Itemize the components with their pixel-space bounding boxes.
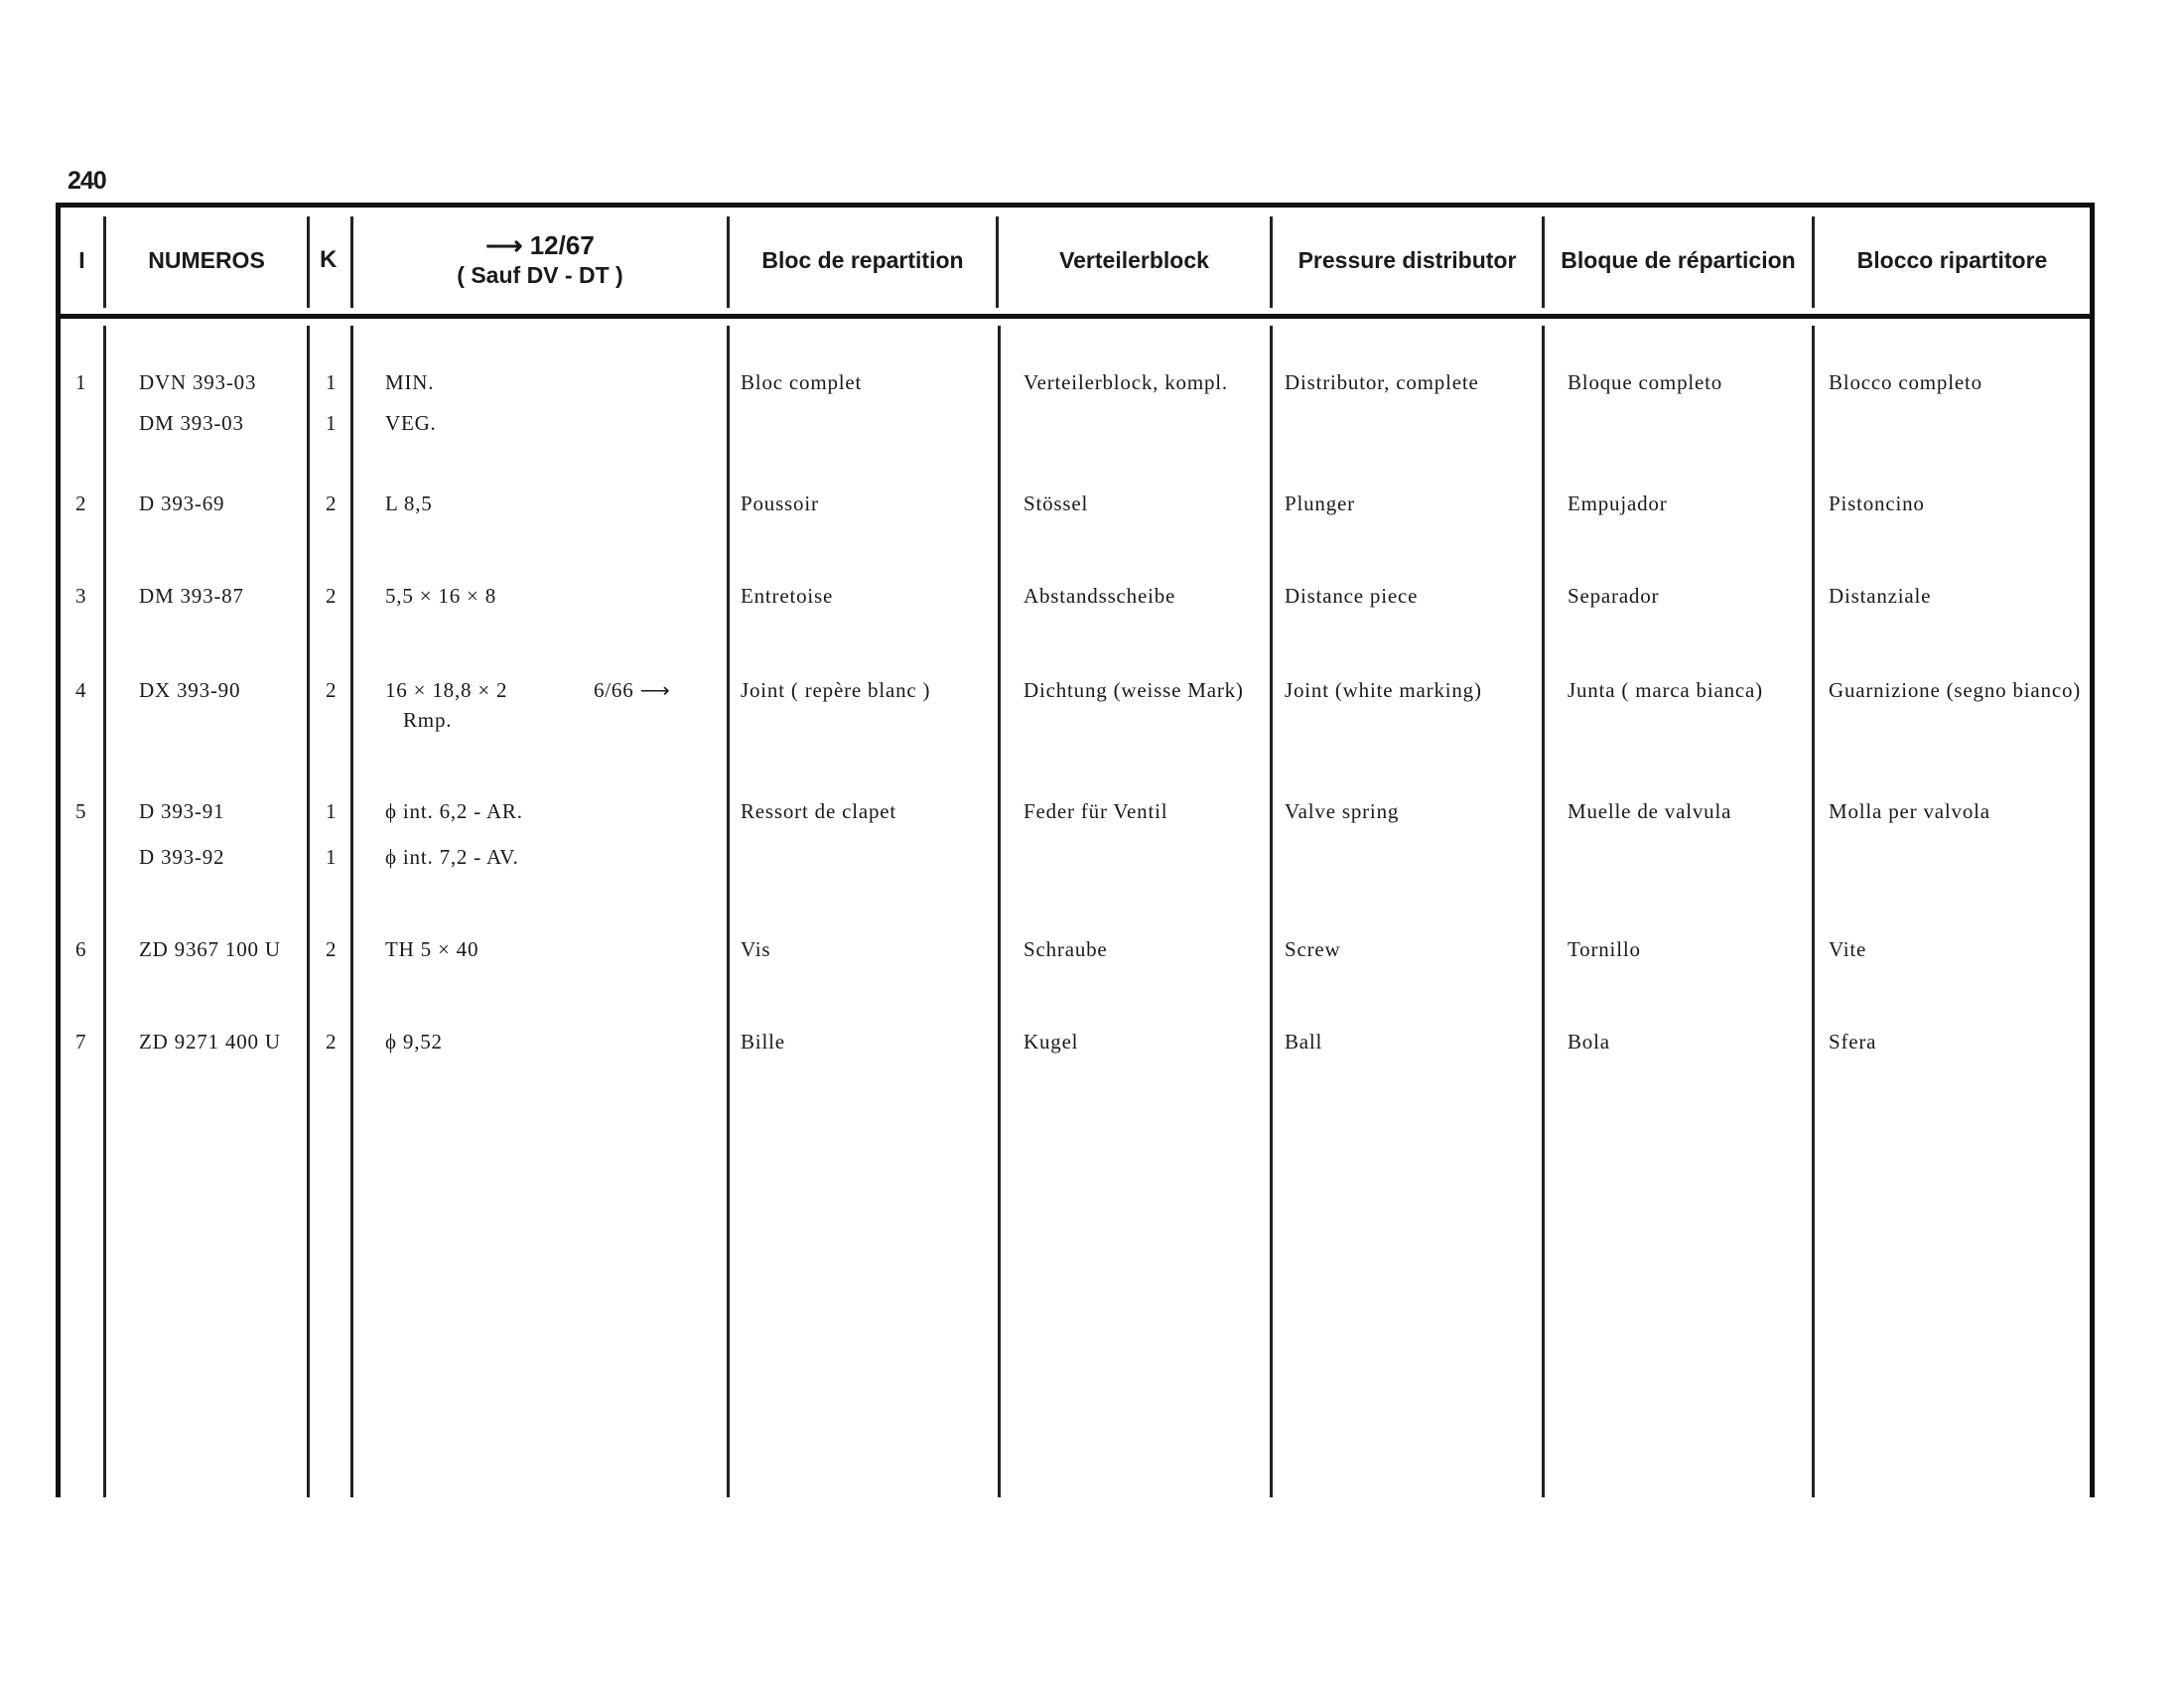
- header-period: [353, 211, 727, 310]
- row-index: 2: [75, 492, 87, 515]
- description-spanish: Bloque completo: [1568, 370, 1723, 394]
- column-divider: [1270, 326, 1273, 1497]
- header-spanish: Bloque de réparticion: [1561, 246, 1796, 273]
- description-french: Poussoir: [741, 492, 819, 515]
- specification: ϕ int. 6,2 - AR.: [385, 799, 523, 823]
- column-divider: [350, 326, 353, 1497]
- specification: 16 × 18,8 × 2: [385, 678, 508, 702]
- specification: 5,5 × 16 × 8: [385, 584, 497, 608]
- description-german: Kugel: [1024, 1030, 1079, 1054]
- header-period-line2: ( Sauf DV - DT ): [457, 262, 623, 288]
- quantity: 1: [326, 799, 338, 823]
- description-italian: Blocco completo: [1829, 370, 1982, 394]
- specification: ϕ int. 7,2 - AV.: [385, 845, 519, 869]
- part-number: DVN 393-03: [139, 370, 257, 394]
- header-k: K: [320, 246, 338, 273]
- description-italian: Molla per valvola: [1829, 799, 1990, 823]
- part-number: D 393-69: [139, 492, 225, 515]
- description-english: Ball: [1285, 1030, 1323, 1054]
- row-index: 1: [75, 370, 87, 394]
- description-german: Feder für Ventil: [1024, 799, 1168, 823]
- description-spanish: Empujador: [1568, 492, 1668, 515]
- description-italian: Vite: [1829, 937, 1867, 961]
- description-german: Schraube: [1024, 937, 1108, 961]
- column-divider: [307, 326, 310, 1497]
- description-spanish: Tornillo: [1568, 937, 1641, 961]
- part-number: DX 393-90: [139, 678, 241, 702]
- column-divider: [998, 326, 1001, 1497]
- part-number: D 393-92: [139, 845, 225, 869]
- description-italian: Distanziale: [1829, 584, 1932, 608]
- description-italian: Sfera: [1829, 1030, 1877, 1054]
- header-french: Bloc de repartition: [761, 246, 964, 273]
- header-german: Verteilerblock: [1059, 246, 1209, 273]
- description-italian: Pistoncino: [1829, 492, 1925, 515]
- specification-note: Rmp.: [403, 708, 453, 732]
- description-french: Bloc complet: [741, 370, 863, 394]
- part-number: D 393-91: [139, 799, 225, 823]
- row-index: 7: [75, 1030, 87, 1054]
- column-divider: [727, 326, 730, 1497]
- description-french: Joint ( repère blanc ): [741, 678, 931, 702]
- description-english: Plunger: [1285, 492, 1355, 515]
- description-spanish: Muelle de valvula: [1568, 799, 1732, 823]
- quantity: 2: [326, 937, 338, 961]
- quantity: 2: [326, 678, 338, 702]
- description-german: Dichtung (weisse Mark): [1024, 678, 1244, 702]
- row-index: 6: [75, 937, 87, 961]
- description-french: Ressort de clapet: [741, 799, 897, 823]
- column-divider: [103, 326, 106, 1497]
- description-english: Screw: [1285, 937, 1341, 961]
- row-index: 4: [75, 678, 87, 702]
- description-english: Joint (white marking): [1285, 678, 1482, 702]
- header-index: I: [78, 246, 85, 273]
- description-english: Distance piece: [1285, 584, 1419, 608]
- quantity: 2: [326, 1030, 338, 1054]
- description-english: Valve spring: [1285, 799, 1400, 823]
- specification: L 8,5: [385, 492, 433, 515]
- part-number: ZD 9271 400 U: [139, 1030, 281, 1054]
- specification: ϕ 9,52: [385, 1030, 443, 1054]
- column-divider: [1542, 326, 1545, 1497]
- specification: VEG.: [385, 411, 437, 435]
- part-number: ZD 9367 100 U: [139, 937, 281, 961]
- description-french: Bille: [741, 1030, 785, 1054]
- header-period-line1: ⟶ 12/67: [485, 230, 595, 260]
- description-french: Vis: [741, 937, 771, 961]
- description-german: Stössel: [1024, 492, 1089, 515]
- quantity: 2: [326, 584, 338, 608]
- description-german: Abstandsscheibe: [1024, 584, 1176, 608]
- quantity: 1: [326, 845, 338, 869]
- description-italian: Guarnizione (segno bianco): [1829, 678, 2082, 702]
- header-numeros: NUMEROS: [148, 246, 265, 273]
- part-number: DM 393-87: [139, 584, 244, 608]
- description-spanish: Separador: [1568, 584, 1660, 608]
- quantity: 1: [326, 411, 338, 435]
- quantity: 2: [326, 492, 338, 515]
- description-spanish: Junta ( marca bianca): [1568, 678, 1763, 702]
- specification: MIN.: [385, 370, 435, 394]
- part-number: DM 393-03: [139, 411, 244, 435]
- description-german: Verteilerblock, kompl.: [1024, 370, 1228, 394]
- header-divider: [61, 314, 2090, 319]
- row-index: 3: [75, 584, 87, 608]
- header-italian: Blocco ripartitore: [1856, 246, 2048, 273]
- column-divider: [1812, 326, 1815, 1497]
- quantity: 1: [326, 370, 338, 394]
- description-spanish: Bola: [1568, 1030, 1610, 1054]
- period-marker: 6/66 ⟶: [594, 678, 671, 702]
- row-index: 5: [75, 799, 87, 823]
- specification: TH 5 × 40: [385, 937, 479, 961]
- description-english: Distributor, complete: [1285, 370, 1479, 394]
- description-french: Entretoise: [741, 584, 834, 608]
- page-number: 240: [68, 167, 106, 195]
- header-english: Pressure distributor: [1297, 246, 1517, 273]
